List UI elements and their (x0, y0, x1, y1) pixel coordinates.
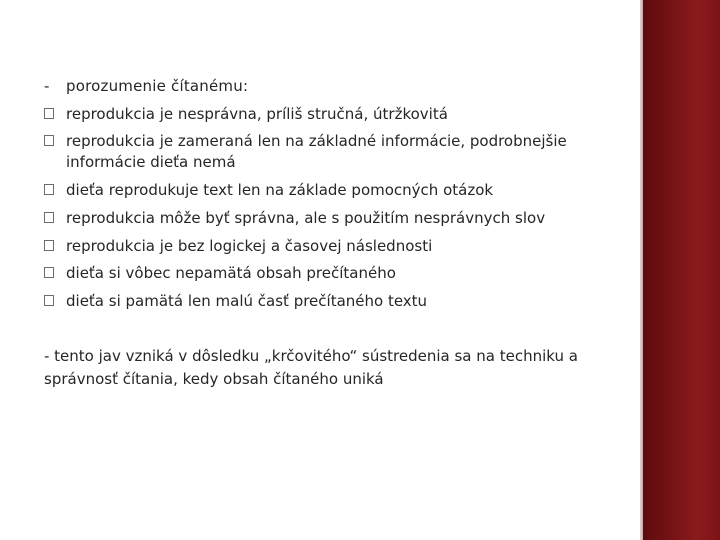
list-item (44, 131, 624, 173)
list-item (44, 208, 624, 229)
list-item (44, 263, 624, 284)
checkbox-bullet-icon (44, 184, 54, 195)
decorative-side-panel (643, 0, 720, 540)
checkbox-bullet-icon (44, 295, 54, 306)
list-item-text: dieťa si pamätá len malú časť prečítaného textu (66, 292, 428, 310)
checkbox-bullet-icon (44, 135, 54, 146)
slide-heading: porozumenie čítanému: (66, 77, 249, 95)
heading-row (44, 77, 248, 95)
list-item-text: dieťa reprodukuje text len na základe pomocných otázok (66, 181, 494, 199)
list-item (44, 236, 624, 257)
list-item-text: reprodukcia je zameraná len na základné informácie, podrobnejšie informácie dieťa nemá (66, 132, 567, 171)
list-item-text: reprodukcia je bez logickej a časovej následnosti (66, 237, 433, 255)
list-item (44, 180, 624, 201)
checkbox-bullet-icon (44, 212, 54, 223)
checkbox-bullet-icon (44, 108, 54, 119)
heading-dash: - (44, 77, 50, 95)
list-item-text: dieťa si vôbec nepamätá obsah prečítaného (66, 264, 396, 282)
bullet-list (44, 104, 624, 312)
checkbox-bullet-icon (44, 240, 54, 251)
list-item-text: reprodukcia môže byť správna, ale s použitím nesprávnych slov (66, 209, 546, 227)
list-item (44, 291, 624, 312)
checkbox-bullet-icon (44, 267, 54, 278)
list-item-text: reprodukcia je nesprávna, príliš stručná, útržkovitá (66, 105, 448, 123)
list-item (44, 104, 624, 125)
note-paragraph: - tento jav vzniká v dôsledku „krčovitého“ sústredenia sa na techniku a správnosť čítania, kedy obsah čítaného uniká (44, 347, 578, 388)
